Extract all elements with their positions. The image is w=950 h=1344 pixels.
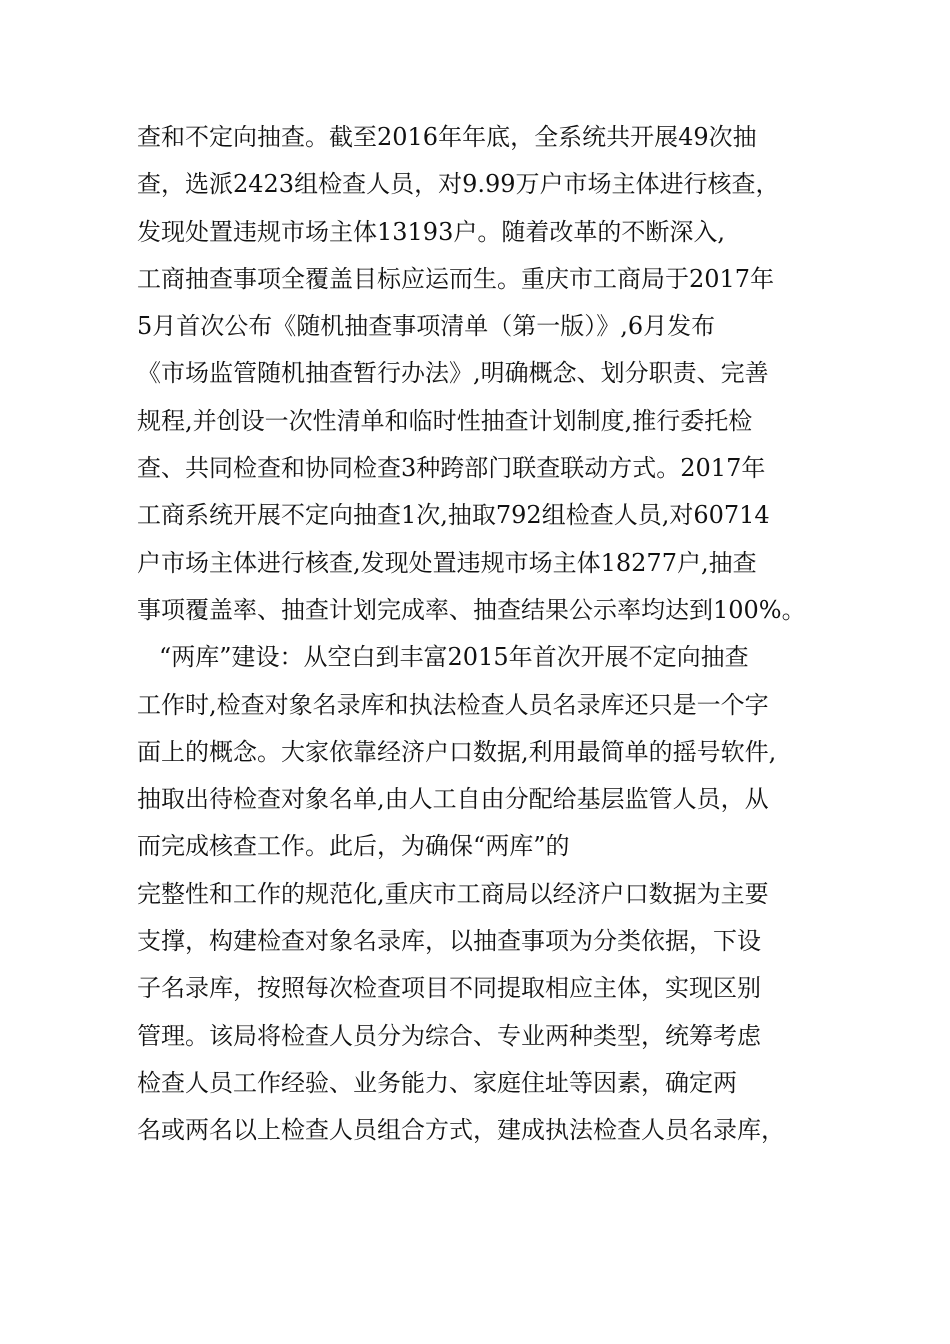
text-line: 完整性和工作的规范化,重庆市工商局以经济户口数据为主要 bbox=[137, 879, 769, 908]
text-line: 5月首次公布《随机抽查事项清单（第一版）》,6月发布 bbox=[137, 312, 716, 341]
text-line: 工商抽查事项全覆盖目标应运而生。重庆市工商局于2017年 bbox=[137, 264, 775, 293]
text-line: 《市场监管随机抽查暂行办法》,明确概念、划分职责、完善 bbox=[137, 359, 769, 388]
text-line: 查和不定向抽查。截至2016年年底，全系统共开展49次抽 bbox=[137, 123, 757, 151]
body-text bbox=[137, 114, 837, 1155]
text-line: 子名录库，按照每次检查项目不同提取相应主体，实现区别 bbox=[137, 974, 761, 1003]
text-line: 抽取出待检查对象名单,由人工自由分配给基层监管人员，从 bbox=[137, 785, 769, 814]
text-line: 户市场主体进行核查,发现处置违规市场主体18277户,抽查 bbox=[137, 548, 757, 577]
text-line: 查，选派2423组检查人员，对9.99万户市场主体进行核查， bbox=[137, 170, 780, 199]
text-line: 规程,并创设一次性清单和临时性抽查计划制度,推行委托检 bbox=[137, 406, 753, 435]
text-line: 发现处置违规市场主体13193户。随着改革的不断深入, bbox=[137, 217, 725, 246]
text-line: 查、共同检查和协同检查3种跨部门联查联动方式。2017年 bbox=[137, 454, 766, 483]
text-line: 工作时,检查对象名录库和执法检查人员名录库还只是一个字 bbox=[137, 690, 769, 719]
text-line: 工商系统开展不定向抽查1次,抽取792组检查人员,对60714 bbox=[137, 501, 770, 530]
text-line: 事项覆盖率、抽查计划完成率、抽查结果公示率均达到100%。 bbox=[137, 595, 806, 624]
text-line: 面上的概念。大家依靠经济户口数据,利用最简单的摇号软件, bbox=[137, 737, 777, 766]
text-line: 而完成核查工作。此后，为确保“两库”的 bbox=[137, 832, 570, 861]
text-line: 检查人员工作经验、业务能力、家庭住址等因素，确定两 bbox=[137, 1068, 737, 1097]
text-line: 名或两名以上检查人员组合方式，建成执法检查人员名录库， bbox=[137, 1116, 785, 1145]
text-line: 支撑，构建检查对象名录库，以抽查事项为分类依据，下设 bbox=[137, 927, 761, 956]
text-line: “两库”建设：从空白到丰富2015年首次开展不定向抽查 bbox=[159, 643, 749, 672]
text-line: 管理。该局将检查人员分为综合、专业两种类型，统筹考虑 bbox=[137, 1021, 761, 1050]
